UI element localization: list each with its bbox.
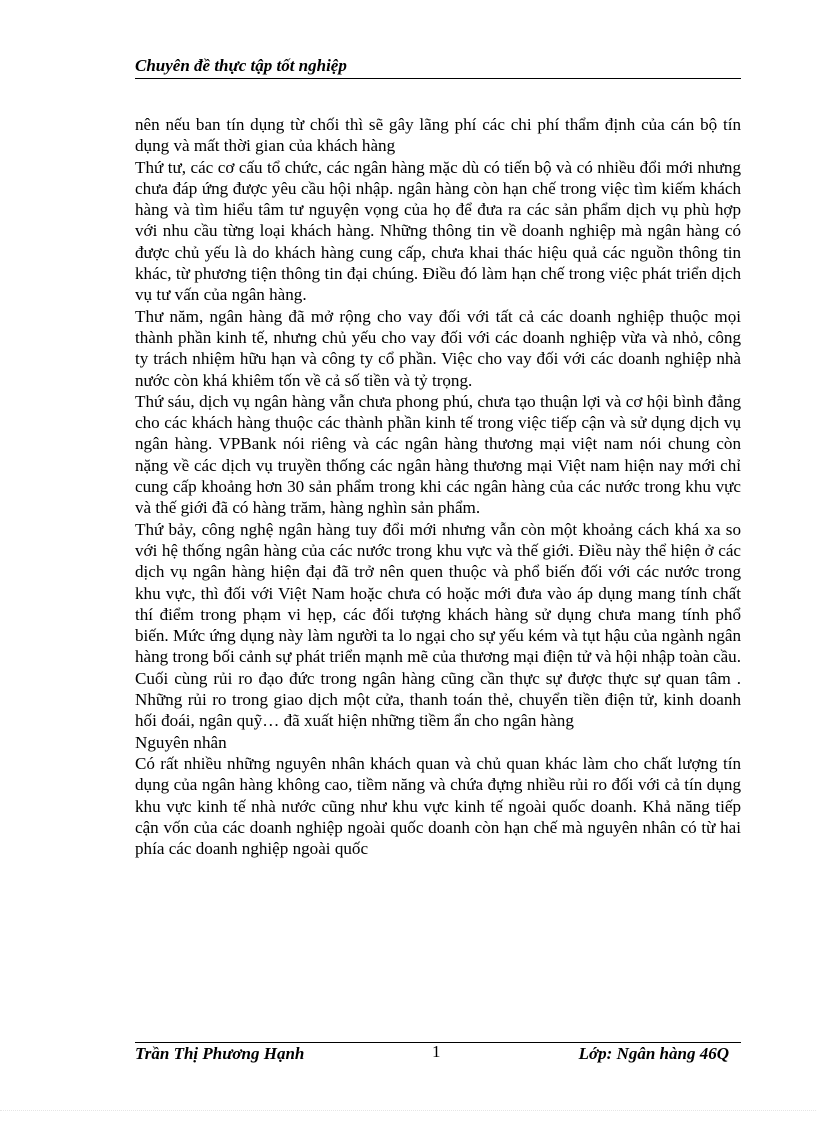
- page-header: [135, 56, 741, 79]
- paragraph-causes: Có rất nhiều những nguyên nhân khách quan và chủ quan khác làm cho chất lượng tín dụng của ngân hàng không cao, tiềm năng và chứa đựng nhiều rủi ro đối với cả tín dụng khu vực kinh tế nhà nước cũng như khu vực kinh tế ngoài quốc doanh. Khả năng tiếp cận vốn của các doanh nghiệp ngoài quốc doanh còn hạn chế mà nguyên nhân có từ hai phía các doanh nghiệp ngoài quốc: [135, 753, 741, 859]
- page-edge: [0, 1110, 816, 1111]
- paragraph-seventh: Thứ bảy, công nghệ ngân hàng tuy đổi mới nhưng vẫn còn một khoảng cách khá xa so với hệ thống ngân hàng của các nước trong khu vực và thế giới. Điều này thể hiện ở các dịch vụ ngân hàng hiện đại đã trở nên quen thuộc và phổ biến đối với các nước trong khu vực, thì đối với Việt Nam hoặc chưa có hoặc mới đưa vào áp dụng mang tính chất thí điểm trong phạm vi hẹp, các đối tượng khách hàng sử dụng chưa mang tính phổ biến. Mức ứng dụng này làm người ta lo ngại cho sự yếu kém và tụt hậu của ngành ngân hàng trong bối cảnh sự phát triển mạnh mẽ của thương mại điện tử và hội nhập toàn cầu.: [135, 519, 741, 667]
- page-number: 1: [432, 1042, 441, 1061]
- paragraph-sixth: Thứ sáu, dịch vụ ngân hàng vẫn chưa phong phú, chưa tạo thuận lợi và cơ hội bình đẳng cho các khách hàng thuộc các thành phần kinh tế trong việc tiếp cận và sử dụng dịch vụ ngân hàng. VPBank nói riêng và các ngân hàng thương mại việt nam nói chung còn nặng về các dịch vụ truyền thống các ngân hàng thương mại Việt nam hiện nay mới chỉ cung cấp khoảng hơn 30 sản phẩm trong khi các ngân hàng của các nước trong khu vực và thế giới đã có hàng trăm, hàng nghìn sản phẩm.: [135, 391, 741, 518]
- document-body: [135, 114, 741, 859]
- section-heading-causes: Nguyên nhân: [135, 732, 227, 752]
- paragraph-fourth: Thứ tư, các cơ cấu tổ chức, các ngân hàng mặc dù có tiến bộ và có nhiều đổi mới nhưng chưa đáp ứng được yêu cầu hội nhập. ngân hàng còn hạn chế trong việc tìm kiếm khách hàng và tìm hiểu tâm tư nguyện vọng của họ để đưa ra các sản phẩm dịch vụ phù hợp với nhu cầu từng loại khách hàng. Những thông tin về doanh nghiệp mà ngân hàng có được chủ yếu là do khách hàng cung cấp, chưa khai thác hiệu quả các nguồn thông tin khác, từ phương tiện thông tin đại chúng. Điều đó làm hạn chế trong việc phát triển dịch vụ tư vấn của ngân hàng.: [135, 157, 741, 305]
- footer-class: Lớp: Ngân hàng 46Q: [578, 1044, 729, 1063]
- paragraph-fifth: Thư năm, ngân hàng đã mở rộng cho vay đối với tất cả các doanh nghiệp thuộc mọi thành phần kinh tế, nhưng chủ yếu cho vay đối với các doanh nghiệp vừa và nhỏ, công ty trách nhiệm hữu hạn và công ty cổ phần. Việc cho vay đối với các doanh nghiệp nhà nước còn khá khiêm tốn về cả số tiền và tỷ trọng.: [135, 306, 741, 390]
- footer-author: Trần Thị Phương Hạnh: [135, 1044, 305, 1063]
- page-footer: [135, 1044, 741, 1068]
- paragraph-ethics-risk: Cuối cùng rủi ro đạo đức trong ngân hàng cũng cần thực sự được thực sự quan tâm . Những rủi ro trong giao dịch một cửa, thanh toán thẻ, chuyển tiền điện tử, kinh doanh hối đoái, ngân quỹ… đã xuất hiện những tiềm ẩn cho ngân hàng: [135, 668, 741, 731]
- header-title: Chuyên đề thực tập tốt nghiệp: [135, 56, 347, 75]
- paragraph-intro: nên nếu ban tín dụng từ chối thì sẽ gây lãng phí các chi phí thẩm định của cán bộ tín dụng và mất thời gian của khách hàng: [135, 115, 741, 156]
